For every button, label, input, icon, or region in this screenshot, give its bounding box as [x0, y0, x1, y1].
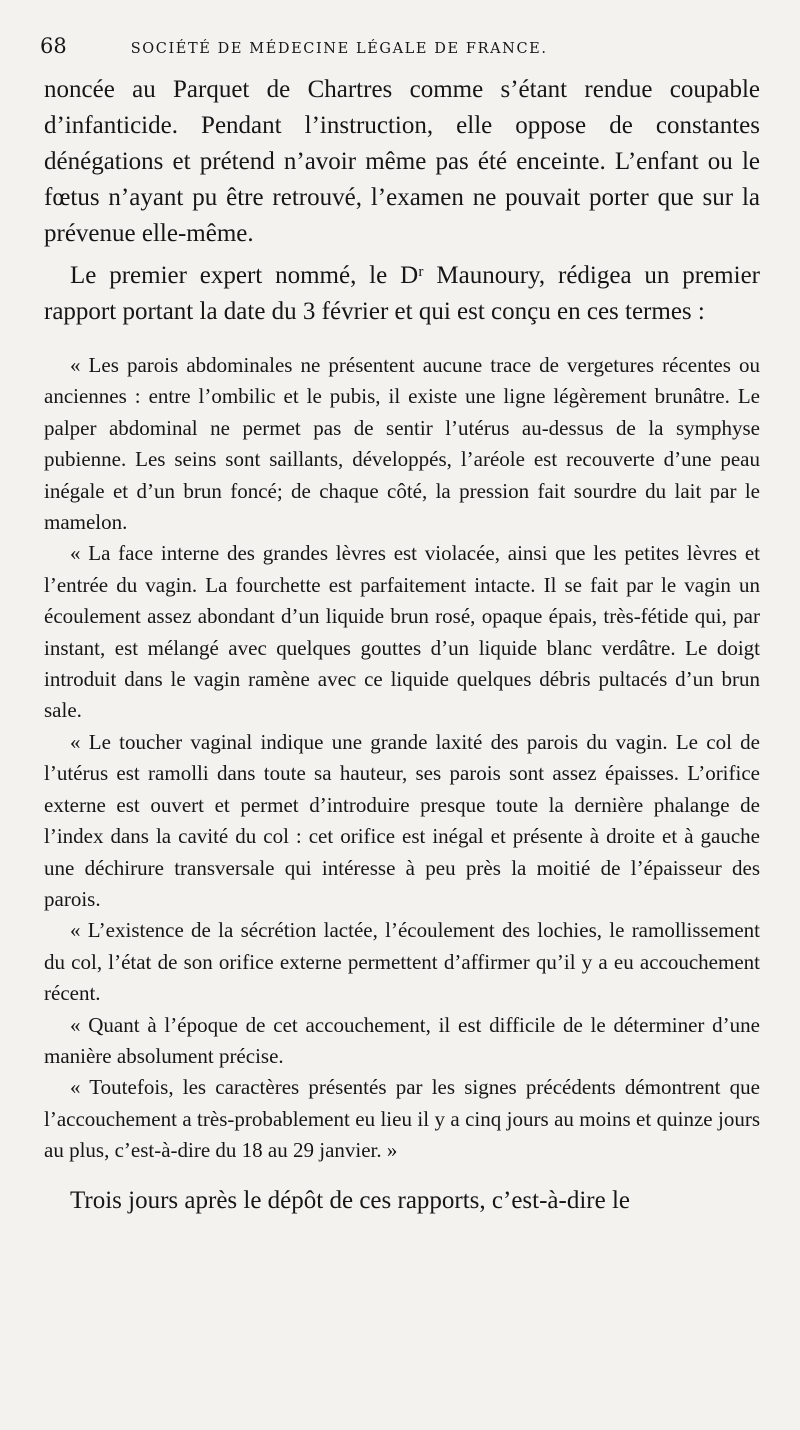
closing-section	[44, 1183, 760, 1219]
intro-paragraph: noncée au Parquet de Chartres comme s’étant rendue coupable d’infanticide. Pendant l’instruction, elle oppose de constantes dénégations et prétend n’avoir même pas été enceinte. L’enfant ou le fœtus n’ayant pu être retrouvé, l’examen ne pouvait porter que sur la prévenue elle-même.	[44, 76, 760, 247]
quote-paragraph: « Quant à l’époque de cet accouchement, il est difficile de le déterminer d’une manière absolument précise.	[44, 1012, 760, 1068]
intro-section	[44, 72, 760, 330]
quote-paragraph: « Le toucher vaginal indique une grande laxité des parois du vagin. Le col de l’utérus est ramolli dans toute sa hauteur, ses parois sont assez épaisses. L’orifice externe est ouvert et permet d’introduire presque toute la dernière phalange de l’index dans la cavité du col : cet orifice est inégal et présente à droite et à gauche une déchirure transversale qui intéresse à peu près la moitié de l’épaisseur des parois.	[44, 729, 760, 911]
quote-paragraph: « La face interne des grandes lèvres est violacée, ainsi que les petites lèvres et l’entrée du vagin. La fourchette est parfaitement intacte. Il se fait par le vagin un écoulement assez abondant d’un liquide brun rosé, opaque épais, très-fétide qui, par instant, est mélangé avec quelques gouttes d’un liquide blanc verdâtre. Le doigt introduit dans le vagin ramène avec ce liquide quelques débris pultacés d’un brun sale.	[44, 541, 760, 723]
intro-paragraph: Le premier expert nommé, le Dʳ Maunoury, rédigea un premier rapport portant la date du 3 février et qui est conçu en ces termes :	[44, 262, 760, 325]
page-number: 68	[40, 34, 67, 58]
quote-paragraph: « L’existence de la sécrétion lactée, l’écoulement des lochies, le ramollissement du col, l’état de son orifice externe permettent d’affirmer qu’il y a eu accouchement récent.	[44, 918, 760, 1006]
quoted-report	[44, 350, 760, 1167]
page-header	[40, 34, 760, 64]
quote-paragraph: « Toutefois, les caractères présentés par les signes précédents démontrent que l’accouchement a très-probablement eu lieu il y a cinq jours au moins et quinze jours au plus, c’est-à-dire du 18 au 29 janvier. »	[44, 1075, 760, 1163]
quote-paragraph: « Les parois abdominales ne présentent aucune trace de vergetures récentes ou anciennes : entre l’ombilic et le pubis, il existe une ligne légèrement brunâtre. Le palper abdominal ne permet pas de sentir l’utérus au-dessus de la symphyse pubienne. Les seins sont saillants, développés, l’aréole est recouverte d’une peau inégale et d’un brun foncé; de chaque côté, la pression fait sourdre du lait par le mamelon.	[44, 353, 760, 535]
running-title: SOCIÉTÉ DE MÉDECINE LÉGALE DE FRANCE.	[130, 41, 548, 57]
body-text	[44, 72, 760, 1219]
closing-paragraph: Trois jours après le dépôt de ces rapports, c’est-à-dire le	[70, 1186, 631, 1214]
